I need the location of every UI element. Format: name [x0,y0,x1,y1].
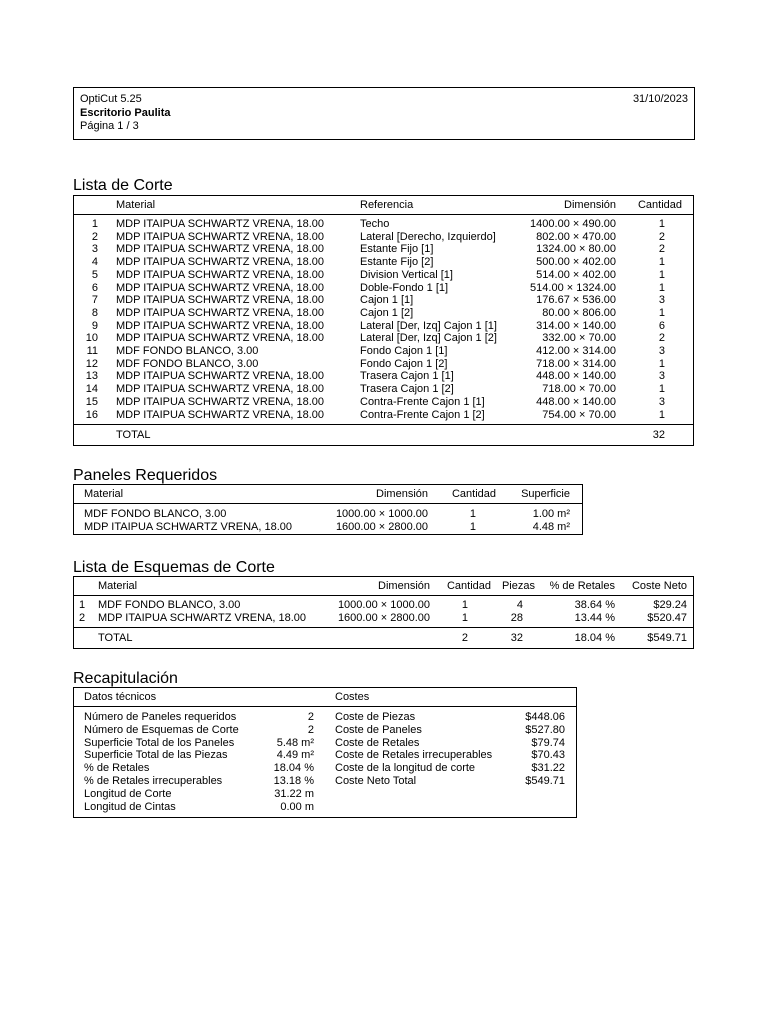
row-material: MDP ITAIPUA SCHWARTZ VRENA, 18.00 [116,256,325,269]
row-quantity: 1 [658,218,665,230]
row-quantity: 6 [658,319,665,332]
scheme-cost: $520.47 [647,612,687,624]
row-quantity: 1 [658,281,665,294]
panel-dimension: 1600.00 × 2800.00 [335,521,428,533]
tech-value: 31.22 m [274,787,314,800]
tech-label: Superficie Total de las Piezas [84,749,228,762]
cost-label: Coste Neto Total [335,775,417,787]
tech-value: 5.48 m² [276,736,314,749]
row-material: MDP ITAIPUA SCHWARTZ VRENA, 18.00 [116,294,325,307]
tech-label: % de Retales irrecuperables [84,775,223,787]
row-quantity: 2 [658,230,665,243]
row-quantity: 2 [658,332,665,345]
schemes-col-material: Material [98,580,138,592]
tech-value: 4.49 m² [276,749,314,762]
row-reference: Lateral [Der, Izq] Cajon 1 [2] [360,332,497,345]
row-number: 10 [85,332,98,345]
tech-label: Número de Paneles requeridos [84,711,237,723]
row-material: MDP ITAIPUA SCHWARTZ VRENA, 18.00 [116,370,325,383]
row-dimension: 1324.00 × 80.00 [536,243,616,256]
row-reference: Lateral [Derecho, Izquierdo] [360,230,496,243]
row-material: MDP ITAIPUA SCHWARTZ VRENA, 18.00 [116,332,325,345]
cost-value: $31.22 [531,762,565,775]
cost-value: $448.06 [525,711,565,723]
panel-dimension: 1000.00 × 1000.00 [335,508,428,520]
row-material: MDP ITAIPUA SCHWARTZ VRENA, 18.00 [116,395,325,408]
cut-list-title: Lista de Corte [73,177,173,194]
schemes-table [73,576,694,649]
cost-value: $70.43 [531,749,565,762]
row-reference: Division Vertical [1] [360,268,453,281]
scheme-pieces: 4 [516,599,523,611]
tech-label: Longitud de Corte [84,787,172,800]
tech-label: % de Retales [84,762,150,775]
schemes-total-waste: 18.04 % [574,632,615,644]
row-number: 8 [91,306,98,319]
row-number: 12 [85,357,98,370]
row-reference: Fondo Cajon 1 [1] [360,345,448,357]
row-reference: Cajon 1 [2] [360,306,414,319]
row-dimension: 802.00 × 470.00 [536,230,616,243]
row-material: MDP ITAIPUA SCHWARTZ VRENA, 18.00 [116,319,325,332]
cost-value: $79.74 [531,736,565,749]
row-number: 13 [85,370,98,383]
tech-label: Longitud de Cintas [84,800,176,813]
row-quantity: 1 [658,383,665,396]
panel-material: MDP ITAIPUA SCHWARTZ VRENA, 18.00 [84,521,293,533]
scheme-material: MDF FONDO BLANCO, 3.00 [98,599,241,611]
row-quantity: 1 [658,268,665,281]
summary-tech-header: Datos técnicos [84,691,157,703]
cost-label: Coste de Retales irrecuperables [335,749,493,762]
row-number: 3 [91,243,98,256]
row-material: MDP ITAIPUA SCHWARTZ VRENA, 18.00 [116,281,325,294]
row-material: MDP ITAIPUA SCHWARTZ VRENA, 18.00 [116,383,325,396]
row-material: MDP ITAIPUA SCHWARTZ VRENA, 18.00 [116,408,325,421]
row-material: MDF FONDO BLANCO, 3.00 [116,345,259,357]
row-quantity: 3 [658,395,665,408]
row-reference: Fondo Cajon 1 [2] [360,357,448,370]
row-number: 15 [85,395,98,408]
row-quantity: 1 [658,306,665,319]
row-number: 2 [91,230,98,243]
row-dimension: 500.00 × 402.00 [536,256,616,269]
panels-col-material: Material [84,488,124,500]
row-reference: Contra-Frente Cajon 1 [1] [360,395,485,408]
row-reference: Estante Fijo [2] [360,256,434,269]
app-name: OptiCut 5.25 [80,93,142,105]
row-dimension: 718.00 × 70.00 [542,383,616,396]
row-dimension: 176.67 × 536.00 [536,294,616,307]
scheme-cost: $29.24 [653,599,687,611]
row-reference: Lateral [Der, Izq] Cajon 1 [1] [360,319,497,332]
schemes-col-waste: % de Retales [549,580,615,592]
schemes-total-pieces: 32 [510,632,523,644]
panel-surface: 4.48 m² [532,521,570,533]
row-dimension: 448.00 × 140.00 [536,395,616,408]
scheme-dimension: 1000.00 × 1000.00 [337,599,430,611]
tech-label: Número de Esquemas de Corte [84,723,239,736]
schemes-col-dimension: Dimensión [378,580,430,592]
row-dimension: 412.00 × 314.00 [536,345,616,357]
row-dimension: 514.00 × 402.00 [536,268,616,281]
schemes-title: Lista de Esquemas de Corte [73,559,275,576]
col-header-reference: Referencia [360,199,414,211]
row-reference: Estante Fijo [1] [360,243,434,256]
cost-label: Coste de Paneles [335,723,422,736]
cut-list-total-qty: 32 [652,429,665,441]
row-quantity: 3 [658,294,665,307]
row-quantity: 1 [658,408,665,421]
row-material: MDF FONDO BLANCO, 3.00 [116,357,259,370]
cut-list-total-label: TOTAL [116,429,151,441]
cost-label: Coste de la longitud de corte [335,762,476,775]
row-number: 16 [85,408,98,421]
row-quantity: 1 [658,256,665,269]
panels-title: Paneles Requeridos [73,467,218,484]
row-reference: Doble-Fondo 1 [1] [360,281,449,294]
panel-quantity: 1 [469,508,476,520]
row-number: 4 [91,256,98,269]
panel-quantity: 1 [469,521,476,533]
scheme-waste: 38.64 % [574,599,615,611]
row-reference: Trasera Cajon 1 [2] [360,383,454,396]
report-date: 31/10/2023 [632,93,688,105]
page-number: Página 1 / 3 [80,120,139,132]
tech-value: 13.18 % [273,775,314,787]
summary-title: Recapitulación [73,670,178,687]
cut-list-table [73,195,694,446]
cost-label: Coste de Retales [335,736,420,749]
row-material: MDP ITAIPUA SCHWARTZ VRENA, 18.00 [116,243,325,256]
scheme-pieces: 28 [510,612,523,624]
scheme-quantity: 1 [461,599,468,611]
row-material: MDP ITAIPUA SCHWARTZ VRENA, 18.00 [116,306,325,319]
row-quantity: 3 [658,370,665,383]
panel-surface: 1.00 m² [532,508,570,520]
tech-label: Superficie Total de los Paneles [84,736,235,749]
cost-label: Coste de Piezas [335,711,416,723]
row-number: 9 [91,319,98,332]
project-name: Escritorio Paulita [80,107,171,119]
row-dimension: 314.00 × 140.00 [536,319,616,332]
row-material: MDP ITAIPUA SCHWARTZ VRENA, 18.00 [116,218,325,230]
tech-value: 0.00 m [280,800,314,813]
panel-material: MDF FONDO BLANCO, 3.00 [84,508,227,520]
row-number: 11 [86,345,98,357]
row-dimension: 514.00 × 1324.00 [530,281,616,294]
row-reference: Cajon 1 [1] [360,294,414,307]
scheme-quantity: 1 [461,612,468,624]
row-dimension: 332.00 × 70.00 [542,332,616,345]
scheme-number: 1 [79,599,86,611]
schemes-total-label: TOTAL [98,632,133,644]
col-header-quantity: Cantidad [637,199,682,211]
summary-cost-header: Costes [335,691,370,703]
row-number: 5 [91,268,98,281]
row-number: 1 [91,218,98,230]
schemes-col-quantity: Cantidad [446,580,491,592]
row-reference: Trasera Cajon 1 [1] [360,370,454,383]
row-material: MDP ITAIPUA SCHWARTZ VRENA, 18.00 [116,230,325,243]
summary-table [73,687,577,818]
col-header-material: Material [116,199,156,211]
panels-col-dimension: Dimensión [376,488,428,500]
row-dimension: 754.00 × 70.00 [542,408,616,421]
cost-value: $549.71 [525,775,565,787]
scheme-material: MDP ITAIPUA SCHWARTZ VRENA, 18.00 [98,612,307,624]
schemes-total-cost: $549.71 [647,632,687,644]
row-quantity: 2 [658,243,665,256]
row-dimension: 80.00 × 806.00 [542,306,616,319]
row-number: 7 [91,294,98,307]
row-dimension: 718.00 × 314.00 [536,357,616,370]
panels-table [73,484,583,535]
row-quantity: 1 [658,357,665,370]
tech-value: 18.04 % [273,762,314,775]
schemes-col-pieces: Piezas [501,580,535,592]
schemes-total-qty: 2 [461,632,468,644]
tech-value: 2 [307,711,314,723]
page-header [73,87,695,140]
row-quantity: 3 [658,345,665,357]
row-number: 14 [85,383,98,396]
schemes-col-cost: Coste Neto [631,580,687,592]
row-material: MDP ITAIPUA SCHWARTZ VRENA, 18.00 [116,268,325,281]
row-reference: Techo [360,218,390,230]
cost-value: $527.80 [525,723,565,736]
row-reference: Contra-Frente Cajon 1 [2] [360,408,485,421]
col-header-dimension: Dimensión [564,199,616,211]
row-dimension: 1400.00 × 490.00 [530,218,616,230]
scheme-dimension: 1600.00 × 2800.00 [337,612,430,624]
row-number: 6 [91,281,98,294]
row-dimension: 448.00 × 140.00 [536,370,616,383]
scheme-waste: 13.44 % [574,612,615,624]
scheme-number: 2 [79,612,86,624]
panels-col-quantity: Cantidad [451,488,496,500]
panels-col-surface: Superficie [521,488,570,500]
tech-value: 2 [307,723,314,736]
